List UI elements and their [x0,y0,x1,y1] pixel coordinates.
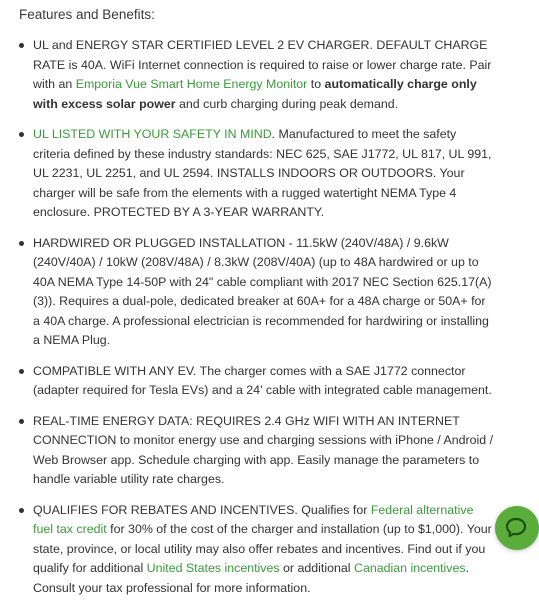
list-item [0,362,520,401]
federal-tax-credit-link[interactable]: Federal alternative fuel tax credit [33,502,474,536]
item-text: or additional [279,561,354,575]
item-text: UL and ENERGY STAR CERTIFIED LEVEL 2 EV CHARGER. DEFAULT CHARGE RATE is 40A. WiFi Internet connection is required to raise or lower charge rate. Pair with an [33,38,492,91]
item-text: to [307,77,325,91]
section-heading: Features and Benefits: [19,7,155,22]
us-incentives-link[interactable]: United States incentives [146,561,280,575]
bullet-icon [19,508,24,513]
canadian-incentives-link[interactable]: Canadian incentives [354,561,466,575]
list-item [0,501,520,599]
emporia-vue-link[interactable]: Emporia Vue Smart Home Energy Monitor [75,77,308,91]
bullet-icon [19,241,24,246]
ul-listed-link[interactable]: UL LISTED WITH YOUR SAFETY IN MIND [33,127,272,141]
list-item [0,125,520,223]
item-text: REAL-TIME ENERGY DATA: REQUIRES 2.4 GHz WIFI WITH AN INTERNET CONNECTION to monitor energy use and charging sessions with iPhone / Android / Web Browser app. Schedule charging with app. Easily manage the parameters to handle variable utility rate charges. [33,413,494,486]
bullet-icon [19,132,24,137]
bullet-icon [19,43,24,48]
features-list [0,36,520,609]
list-item [0,412,520,490]
bullet-icon [19,419,24,424]
item-text: COMPATIBLE WITH ANY EV. The charger comes with a SAE J1772 connector (adapter required for Tesla EVs) and a 24' cable with integrated cable management. [33,363,492,397]
chat-button[interactable] [495,506,539,550]
chat-icon [504,516,528,540]
list-item [0,36,520,114]
item-bold-text: automatically charge only with excess solar power [33,77,477,111]
item-text: QUALIFIES FOR REBATES AND INCENTIVES. Qualifies for [33,502,371,517]
item-text: and curb charging during peak demand. [175,96,399,111]
item-text: . Manufactured to meet the safety criteria defined by these industry standards: NEC 625, SAE J1772, UL 817, UL 991, UL 2231, UL 2251, and UL 2594. INSTALLS INDOORS OR OUTDOORS. Your charger will be safe from the elements with a rugged watertight NEMA Type 4 enclosure. PROTECTED BY A 3-YEAR WARRANTY. [33,127,492,219]
item-text: HARDWIRED OR PLUGGED INSTALLATION - 11.5kW (240V/48A) / 9.6kW (240V/40A) / 10kW (208V/48A) / 8.3kW (208V/40A) (up to 48A hardwired or up to 40A NEMA Type 14-50P with 24" cable compliant with 2017 NEC Section 625.17(A)(3)). Requires a dual-pole, dedicated breaker at 60A+ for a 48A charge or 50A+ for a 40A charge. A professional electrician is recommended for hardwiring or installing a NEMA Plug. [33,235,492,347]
list-item [0,234,520,351]
item-text: . Consult your tax professional for more information. [33,561,470,595]
bullet-icon [19,369,24,374]
item-text: for 30% of the cost of the charger and installation (up to $1,000). Your state, province, or local utility may also offer rebates and incentives. Find out if you qualify for additional [33,522,492,575]
